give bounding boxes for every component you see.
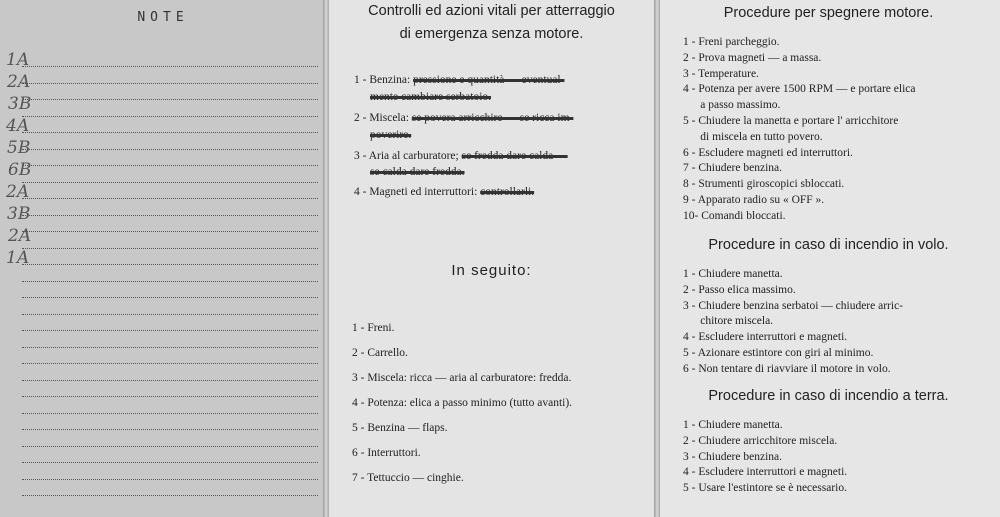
note-line — [22, 248, 318, 249]
step-item: 3 - Miscela: ricca — aria al carburatore: fredda. — [352, 372, 572, 384]
note-line — [22, 132, 318, 133]
step-item: 6 - Interruttori. — [352, 447, 421, 459]
procedure-item: 6 - Non tentare di riavviare il motore in volo. — [683, 362, 891, 375]
procedure-item: 4 - Potenza per avere 1500 RPM — e portare elica — [683, 83, 916, 96]
note-line — [22, 297, 318, 298]
notes-title: NOTE — [137, 10, 189, 25]
check-item: 2 - Miscela: se povera arricchire — se ricca im- — [354, 112, 574, 124]
procedure-item: 1 - Freni parcheggio. — [683, 36, 780, 48]
handwritten-mark: 4A — [6, 116, 30, 136]
note-line — [22, 182, 318, 183]
handwritten-mark: 1A — [6, 248, 30, 268]
step-item: 1 - Freni. — [352, 322, 395, 334]
procedure-item: 4 - Escludere interruttori e magneti. — [683, 331, 848, 344]
note-line — [22, 99, 318, 100]
check-item-struck-cont: mente cambiare serbatoio. — [370, 91, 492, 103]
procedure-item: a passo massimo. — [683, 99, 781, 112]
check-item-struck-cont: poverire. — [370, 129, 412, 141]
procedure-item: 5 - Chiudere la manetta e portare l' arricchitore — [683, 115, 899, 127]
procedure-item: 5 - Usare l'estintore se è necessario. — [683, 482, 847, 495]
note-line — [22, 83, 318, 84]
note-line — [22, 462, 318, 463]
note-line — [22, 363, 318, 364]
procedure-item: 6 - Escludere magneti ed interruttori. — [683, 146, 853, 159]
note-line — [22, 380, 318, 381]
note-line — [22, 231, 318, 232]
procedure-item: 1 - Chiudere manetta. — [683, 419, 783, 431]
check-item: 4 - Magneti ed interruttori: controllarli. — [354, 186, 535, 198]
procedure-item: 1 - Chiudere manetta. — [683, 268, 783, 280]
note-line — [22, 429, 318, 430]
handwritten-mark: 5B — [7, 138, 31, 158]
handwritten-mark: 6B — [8, 160, 32, 180]
handwritten-mark: 3B — [7, 204, 31, 224]
step-item: 4 - Potenza: elica a passo minimo (tutto avanti). — [352, 397, 573, 409]
note-line — [22, 198, 318, 199]
procedure-item: 9 - Apparato radio su « OFF ». — [683, 194, 825, 206]
note-line — [22, 149, 318, 150]
subtitle-in-seguito: In seguito: — [451, 262, 532, 279]
note-line — [22, 314, 318, 315]
emergency-landing-title — [326, 0, 657, 46]
procedures-panel — [657, 0, 1000, 517]
note-line — [22, 396, 318, 397]
note-line — [22, 479, 318, 480]
handwritten-mark: 2A — [6, 182, 30, 202]
check-item: 1 - Benzina: pressione e quantità — eventual- — [354, 74, 565, 86]
procedure-item: 8 - Strumenti giroscopici sbloccati. — [683, 178, 845, 191]
note-line — [22, 495, 318, 496]
check-item-struck-cont: se calda dare fredda. — [370, 166, 465, 178]
step-item: 7 - Tettuccio — cinghie. — [352, 472, 464, 484]
note-line — [22, 215, 318, 216]
procedure-item: 4 - Escludere interruttori e magneti. — [683, 466, 848, 479]
note-line — [22, 264, 318, 265]
handwritten-mark: 3B — [8, 94, 32, 114]
section-title: Procedure in caso di incendio in volo. — [708, 237, 949, 253]
title-line-2: di emergenza senza motore. — [399, 26, 584, 42]
procedure-item: 2 - Chiudere arricchitore miscela. — [683, 434, 838, 447]
procedure-item: 3 - Temperature. — [683, 67, 759, 80]
section-title: Procedure in caso di incendio a terra. — [708, 388, 949, 404]
procedure-item: 10- Comandi bloccati. — [683, 209, 786, 222]
note-line — [22, 116, 318, 117]
note-line — [22, 330, 318, 331]
procedure-item: di miscela en tutto povero. — [683, 130, 823, 143]
step-item: 2 - Carrello. — [352, 347, 408, 359]
procedure-item: 2 - Prova magneti — a massa. — [683, 51, 822, 64]
section-title: Procedure per spegnere motore. — [723, 5, 934, 21]
handwritten-mark: 2A — [7, 72, 31, 92]
note-line — [22, 347, 318, 348]
procedure-item: 2 - Passo elica massimo. — [683, 283, 796, 296]
notes-panel — [0, 0, 326, 517]
note-line — [22, 66, 318, 67]
emergency-landing-panel — [326, 0, 657, 517]
procedure-item: 3 - Chiudere benzina. — [683, 450, 782, 463]
fold-crease — [654, 0, 660, 517]
note-line — [22, 446, 318, 447]
procedure-item: 3 - Chiudere benzina serbatoi — chiudere arric- — [683, 299, 903, 312]
step-item: 5 - Benzina — flaps. — [352, 422, 448, 434]
handwritten-mark: 1A — [6, 50, 30, 70]
procedure-item: 7 - Chiudere benzina. — [683, 162, 782, 175]
fold-crease — [323, 0, 329, 517]
handwritten-mark: 2A — [8, 226, 32, 246]
procedure-item: 5 - Azionare estintore con giri al minimo. — [683, 347, 874, 359]
note-line — [22, 165, 318, 166]
note-line — [22, 281, 318, 282]
check-item: 3 - Aria al carburatore; se fredda dare calda — — [354, 150, 568, 162]
procedure-item: chitore miscela. — [683, 315, 774, 328]
title-line-1: Controlli ed azioni vitali per atterraggio — [368, 3, 615, 19]
note-line — [22, 413, 318, 414]
